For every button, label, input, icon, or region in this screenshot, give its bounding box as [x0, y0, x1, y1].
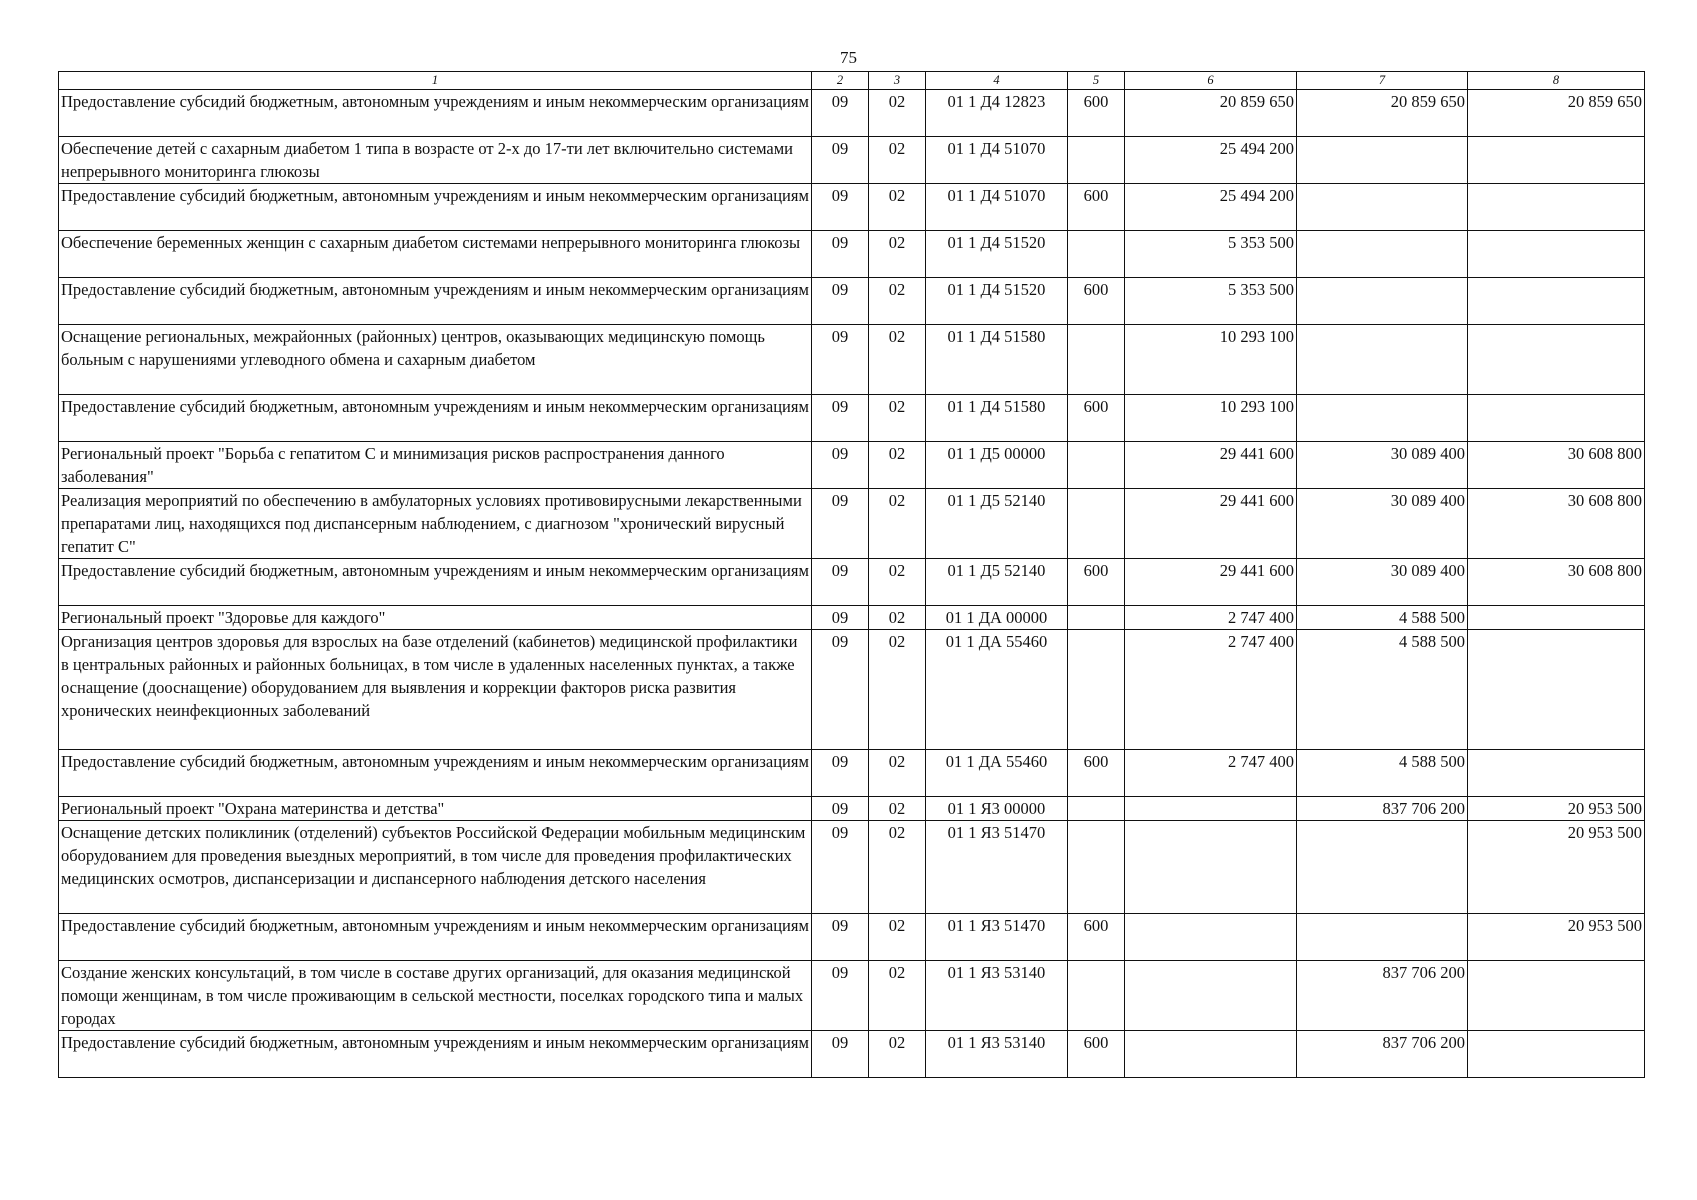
table-row	[59, 630, 1645, 750]
expense-type-code: 600	[1068, 914, 1125, 961]
section-code: 09	[812, 442, 869, 489]
expense-type-code: 600	[1068, 90, 1125, 137]
expense-type-code: 600	[1068, 278, 1125, 325]
table-row	[59, 489, 1645, 559]
amount-col-7: 4 588 500	[1297, 630, 1468, 750]
amount-col-6: 2 747 400	[1125, 630, 1297, 750]
subsection-code: 02	[869, 750, 926, 797]
amount-col-6: 20 859 650	[1125, 90, 1297, 137]
target-item-code: 01 1 Я3 51470	[926, 821, 1068, 914]
amount-col-7	[1297, 137, 1468, 184]
amount-col-6: 29 441 600	[1125, 559, 1297, 606]
amount-col-8	[1468, 278, 1645, 325]
amount-col-6: 2 747 400	[1125, 606, 1297, 630]
subsection-code: 02	[869, 325, 926, 395]
target-item-code: 01 1 Я3 51470	[926, 914, 1068, 961]
target-item-code: 01 1 Я3 00000	[926, 797, 1068, 821]
header-row	[59, 72, 1645, 90]
amount-col-8: 20 953 500	[1468, 797, 1645, 821]
target-item-code: 01 1 ДА 00000	[926, 606, 1068, 630]
section-code: 09	[812, 1031, 869, 1078]
amount-col-8	[1468, 231, 1645, 278]
subsection-code: 02	[869, 137, 926, 184]
amount-col-7: 30 089 400	[1297, 489, 1468, 559]
amount-col-8	[1468, 395, 1645, 442]
item-name: Предоставление субсидий бюджетным, автономным учреждениям и иным некоммерческим организациям	[59, 184, 812, 231]
amount-col-6	[1125, 797, 1297, 821]
header-col-8: 8	[1468, 72, 1645, 90]
subsection-code: 02	[869, 630, 926, 750]
amount-col-6	[1125, 821, 1297, 914]
page-number: 75	[840, 48, 857, 67]
amount-col-7: 4 588 500	[1297, 606, 1468, 630]
item-name: Предоставление субсидий бюджетным, автономным учреждениям и иным некоммерческим организациям	[59, 750, 812, 797]
target-item-code: 01 1 Д4 51520	[926, 231, 1068, 278]
amount-col-8	[1468, 137, 1645, 184]
table-row	[59, 797, 1645, 821]
amount-col-8	[1468, 184, 1645, 231]
amount-col-8: 20 953 500	[1468, 821, 1645, 914]
section-code: 09	[812, 395, 869, 442]
table-row	[59, 231, 1645, 278]
amount-col-6: 5 353 500	[1125, 278, 1297, 325]
expense-type-code: 600	[1068, 184, 1125, 231]
header-col-1: 1	[59, 72, 812, 90]
header-col-2: 2	[812, 72, 869, 90]
header-col-5: 5	[1068, 72, 1125, 90]
amount-col-8	[1468, 325, 1645, 395]
amount-col-6: 10 293 100	[1125, 395, 1297, 442]
subsection-code: 02	[869, 395, 926, 442]
item-name: Оснащение региональных, межрайонных (районных) центров, оказывающих медицинскую помощь больным с нарушениями углеводного обмена и сахарным диабетом	[59, 325, 812, 395]
section-code: 09	[812, 914, 869, 961]
table-row	[59, 914, 1645, 961]
expense-type-code: 600	[1068, 395, 1125, 442]
amount-col-6: 29 441 600	[1125, 442, 1297, 489]
subsection-code: 02	[869, 797, 926, 821]
table-row	[59, 559, 1645, 606]
amount-col-8	[1468, 1031, 1645, 1078]
item-name: Региональный проект "Борьба с гепатитом С и минимизация рисков распространения данного заболевания"	[59, 442, 812, 489]
subsection-code: 02	[869, 489, 926, 559]
section-code: 09	[812, 750, 869, 797]
expense-type-code: 600	[1068, 1031, 1125, 1078]
item-name: Реализация мероприятий по обеспечению в амбулаторных условиях противовирусными лекарственными препаратами лиц, находящихся под диспансерным наблюдением, с диагнозом "хронический вирусный гепатит С"	[59, 489, 812, 559]
expense-type-code	[1068, 630, 1125, 750]
expense-type-code	[1068, 137, 1125, 184]
subsection-code: 02	[869, 961, 926, 1031]
amount-col-8: 30 608 800	[1468, 489, 1645, 559]
target-item-code: 01 1 Д4 51520	[926, 278, 1068, 325]
item-name: Предоставление субсидий бюджетным, автономным учреждениям и иным некоммерческим организациям	[59, 395, 812, 442]
section-code: 09	[812, 961, 869, 1031]
table-row	[59, 606, 1645, 630]
item-name: Предоставление субсидий бюджетным, автономным учреждениям и иным некоммерческим организациям	[59, 278, 812, 325]
amount-col-7: 837 706 200	[1297, 961, 1468, 1031]
item-name: Предоставление субсидий бюджетным, автономным учреждениям и иным некоммерческим организациям	[59, 90, 812, 137]
subsection-code: 02	[869, 278, 926, 325]
section-code: 09	[812, 559, 869, 606]
target-item-code: 01 1 Д4 51070	[926, 137, 1068, 184]
amount-col-6	[1125, 914, 1297, 961]
amount-col-6: 5 353 500	[1125, 231, 1297, 278]
table-row	[59, 325, 1645, 395]
section-code: 09	[812, 325, 869, 395]
target-item-code: 01 1 ДА 55460	[926, 630, 1068, 750]
expense-type-code	[1068, 797, 1125, 821]
section-code: 09	[812, 231, 869, 278]
target-item-code: 01 1 Д4 51580	[926, 395, 1068, 442]
amount-col-7: 837 706 200	[1297, 1031, 1468, 1078]
section-code: 09	[812, 797, 869, 821]
amount-col-7	[1297, 821, 1468, 914]
target-item-code: 01 1 Д4 12823	[926, 90, 1068, 137]
budget-table	[58, 71, 1645, 1078]
subsection-code: 02	[869, 914, 926, 961]
target-item-code: 01 1 Я3 53140	[926, 1031, 1068, 1078]
target-item-code: 01 1 Д5 52140	[926, 489, 1068, 559]
item-name: Организация центров здоровья для взрослых на базе отделений (кабинетов) медицинской профилактики в центральных районных и районных больницах, в том числе в удаленных населенных пунктах, а также оснащение (дооснащение) оборудованием для выявления и коррекции факторов риска развития хронических неинфекционных заболеваний	[59, 630, 812, 750]
item-name: Региональный проект "Здоровье для каждого"	[59, 606, 812, 630]
expense-type-code	[1068, 325, 1125, 395]
amount-col-6: 29 441 600	[1125, 489, 1297, 559]
amount-col-8: 20 859 650	[1468, 90, 1645, 137]
expense-type-code: 600	[1068, 559, 1125, 606]
amount-col-7	[1297, 231, 1468, 278]
section-code: 09	[812, 606, 869, 630]
section-code: 09	[812, 630, 869, 750]
section-code: 09	[812, 489, 869, 559]
expense-type-code	[1068, 606, 1125, 630]
section-code: 09	[812, 821, 869, 914]
header-col-4: 4	[926, 72, 1068, 90]
header-col-3: 3	[869, 72, 926, 90]
section-code: 09	[812, 137, 869, 184]
item-name: Обеспечение беременных женщин с сахарным диабетом системами непрерывного мониторинга глюкозы	[59, 231, 812, 278]
amount-col-8	[1468, 961, 1645, 1031]
amount-col-7: 20 859 650	[1297, 90, 1468, 137]
subsection-code: 02	[869, 606, 926, 630]
expense-type-code	[1068, 489, 1125, 559]
amount-col-6: 10 293 100	[1125, 325, 1297, 395]
expense-type-code	[1068, 821, 1125, 914]
amount-col-7	[1297, 184, 1468, 231]
target-item-code: 01 1 Д5 52140	[926, 559, 1068, 606]
table-row	[59, 184, 1645, 231]
amount-col-6: 25 494 200	[1125, 137, 1297, 184]
table-row	[59, 90, 1645, 137]
amount-col-6: 2 747 400	[1125, 750, 1297, 797]
amount-col-8: 30 608 800	[1468, 442, 1645, 489]
table-row	[59, 442, 1645, 489]
subsection-code: 02	[869, 231, 926, 278]
table-body	[59, 90, 1645, 1078]
table-row	[59, 961, 1645, 1031]
amount-col-7	[1297, 325, 1468, 395]
amount-col-6	[1125, 961, 1297, 1031]
table-row	[59, 278, 1645, 325]
subsection-code: 02	[869, 90, 926, 137]
subsection-code: 02	[869, 184, 926, 231]
table-row	[59, 821, 1645, 914]
amount-col-6: 25 494 200	[1125, 184, 1297, 231]
amount-col-7	[1297, 395, 1468, 442]
header-col-7: 7	[1297, 72, 1468, 90]
amount-col-7: 30 089 400	[1297, 442, 1468, 489]
amount-col-8: 20 953 500	[1468, 914, 1645, 961]
amount-col-6	[1125, 1031, 1297, 1078]
table-row	[59, 750, 1645, 797]
section-code: 09	[812, 278, 869, 325]
expense-type-code: 600	[1068, 750, 1125, 797]
amount-col-7	[1297, 278, 1468, 325]
table-row	[59, 395, 1645, 442]
item-name: Оснащение детских поликлиник (отделений) субъектов Российской Федерации мобильным медицинским оборудованием для проведения выездных мероприятий, в том числе для проведения профилактических медицинских осмотров, диспансеризации и диспансерного наблюдения детского населения	[59, 821, 812, 914]
item-name: Обеспечение детей с сахарным диабетом 1 типа в возрасте от 2-х до 17-ти лет включительно системами непрерывного мониторинга глюкозы	[59, 137, 812, 184]
subsection-code: 02	[869, 1031, 926, 1078]
item-name: Предоставление субсидий бюджетным, автономным учреждениям и иным некоммерческим организациям	[59, 914, 812, 961]
amount-col-7	[1297, 914, 1468, 961]
amount-col-7: 30 089 400	[1297, 559, 1468, 606]
target-item-code: 01 1 Д5 00000	[926, 442, 1068, 489]
amount-col-8: 30 608 800	[1468, 559, 1645, 606]
table-row	[59, 137, 1645, 184]
subsection-code: 02	[869, 821, 926, 914]
amount-col-8	[1468, 606, 1645, 630]
subsection-code: 02	[869, 442, 926, 489]
item-name: Предоставление субсидий бюджетным, автономным учреждениям и иным некоммерческим организациям	[59, 559, 812, 606]
amount-col-8	[1468, 750, 1645, 797]
item-name: Региональный проект "Охрана материнства и детства"	[59, 797, 812, 821]
amount-col-8	[1468, 630, 1645, 750]
header-col-6: 6	[1125, 72, 1297, 90]
target-item-code: 01 1 Д4 51580	[926, 325, 1068, 395]
section-code: 09	[812, 184, 869, 231]
item-name: Предоставление субсидий бюджетным, автономным учреждениям и иным некоммерческим организациям	[59, 1031, 812, 1078]
amount-col-7: 4 588 500	[1297, 750, 1468, 797]
section-code: 09	[812, 90, 869, 137]
target-item-code: 01 1 Д4 51070	[926, 184, 1068, 231]
subsection-code: 02	[869, 559, 926, 606]
expense-type-code	[1068, 961, 1125, 1031]
item-name: Создание женских консультаций, в том числе в составе других организаций, для оказания медицинской помощи женщинам, в том числе проживающим в сельской местности, поселках городского типа и малых городах	[59, 961, 812, 1031]
target-item-code: 01 1 Я3 53140	[926, 961, 1068, 1031]
amount-col-7: 837 706 200	[1297, 797, 1468, 821]
expense-type-code	[1068, 442, 1125, 489]
table-row	[59, 1031, 1645, 1078]
expense-type-code	[1068, 231, 1125, 278]
target-item-code: 01 1 ДА 55460	[926, 750, 1068, 797]
